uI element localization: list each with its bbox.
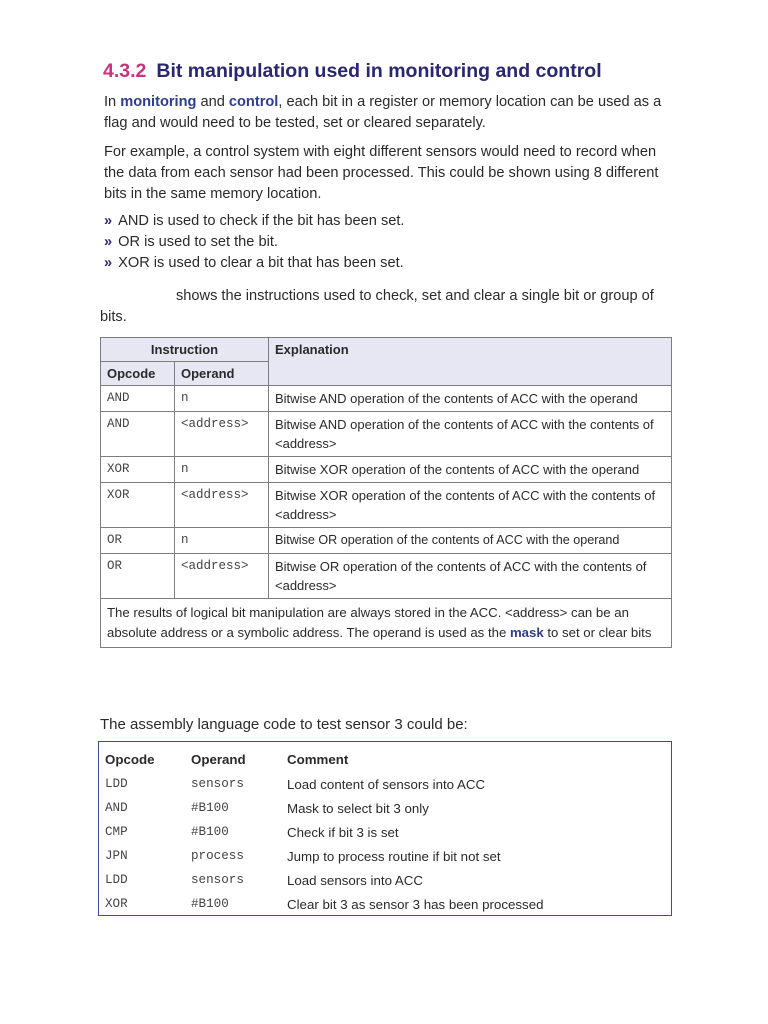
opcode-cell: XOR — [105, 897, 128, 911]
opcode-cell: JPN — [105, 849, 128, 863]
code-row — [105, 796, 544, 820]
comment-cell: Check if bit 3 is set — [287, 824, 399, 840]
comment-cell: Mask to select bit 3 only — [287, 800, 429, 816]
opcode-cell: OR — [101, 554, 175, 599]
instruction-table — [100, 337, 672, 648]
table-row — [101, 457, 672, 483]
operand-cell: n — [175, 386, 269, 412]
comment-cell: Clear bit 3 as sensor 3 has been processed — [287, 896, 544, 912]
opcode-cell: OR — [101, 528, 175, 554]
section-title: Bit manipulation used in monitoring and control — [156, 60, 602, 82]
code-intro: The assembly language code to test sensor 3 could be: — [100, 716, 468, 733]
operand-cell: n — [175, 457, 269, 483]
table-intro-paragraph: shows the instructions used to check, set and clear a single bit or group of bits. — [100, 288, 654, 325]
explanation-cell: Bitwise OR operation of the contents of ACC with the contents of <address> — [269, 554, 672, 599]
intro-text-2: and — [196, 94, 229, 110]
chevron-bullet-icon: » — [104, 234, 113, 250]
operand-cell: sensors — [191, 873, 244, 887]
operand-cell: #B100 — [191, 825, 229, 839]
opcode-cell: LDD — [105, 777, 128, 791]
section-number: 4.3.2 — [103, 60, 147, 82]
bullet-item — [104, 232, 404, 253]
keyword-control: control — [228, 94, 279, 110]
bullet-text: OR is used to set the bit. — [118, 234, 278, 250]
keyword-mask: mask — [509, 625, 544, 640]
operand-cell: #B100 — [191, 897, 229, 911]
table-footnote-row — [101, 599, 672, 648]
table-row — [101, 554, 672, 599]
table-footnote — [101, 599, 672, 648]
explanation-cell: Bitwise XOR operation of the contents of ACC with the operand — [269, 457, 672, 483]
comment-cell: Jump to process routine if bit not set — [287, 848, 501, 864]
bullet-text: AND is used to check if the bit has been set. — [118, 213, 405, 229]
header-instruction: Instruction — [101, 338, 269, 362]
comment-cell: Load sensors into ACC — [287, 872, 424, 888]
code-row — [105, 844, 544, 868]
header-operand: Operand — [175, 362, 269, 386]
code-row — [105, 868, 544, 892]
chevron-bullet-icon: » — [104, 255, 113, 271]
opcode-cell: XOR — [101, 457, 175, 483]
intro-text-3: , each bit in a register or memory location can be used as a flag and would need to be tested, set or cleared separately. — [104, 94, 662, 131]
section-heading — [103, 60, 602, 83]
assembly-code-table — [105, 746, 544, 916]
explanation-cell: Bitwise AND operation of the contents of ACC with the contents of <address> — [269, 412, 672, 457]
comment-cell: Load content of sensors into ACC — [287, 776, 486, 792]
bullet-list — [104, 211, 404, 274]
opcode-cell: AND — [101, 386, 175, 412]
footnote-text-1: The results of logical bit manipulation are always stored in the ACC. <address> can be an absolute address or a symbolic address. The operand is used as the — [107, 605, 629, 640]
code-row — [105, 820, 544, 844]
operand-cell: n — [175, 528, 269, 554]
header-operand: Operand — [191, 751, 246, 767]
code-row — [105, 892, 544, 916]
explanation-cell: Bitwise AND operation of the contents of ACC with the operand — [269, 386, 672, 412]
opcode-cell: AND — [105, 801, 128, 815]
example-paragraph: For example, a control system with eight different sensors would need to record when the data from each sensor had been processed. This could be shown using 8 different bits in the same memory location. — [104, 144, 659, 202]
code-box — [98, 741, 672, 916]
footnote-text-2: to set or clear bits — [543, 625, 652, 640]
operand-cell: #B100 — [191, 801, 229, 815]
keyword-monitoring: monitoring — [120, 94, 197, 110]
bullet-text: XOR is used to clear a bit that has been set. — [118, 255, 404, 271]
operand-cell: process — [191, 849, 244, 863]
table-row — [101, 386, 672, 412]
table-row — [101, 483, 672, 528]
header-opcode: Opcode — [105, 751, 155, 767]
operand-cell: <address> — [175, 412, 269, 457]
explanation-cell: Bitwise OR operation of the contents of ACC with the operand — [269, 528, 672, 554]
code-row — [105, 772, 544, 796]
table-header-row — [101, 338, 672, 362]
bullet-item — [104, 253, 404, 274]
table-row — [101, 528, 672, 554]
opcode-cell: XOR — [101, 483, 175, 528]
intro-paragraph — [104, 92, 664, 134]
header-explanation: Explanation — [269, 338, 672, 386]
table-row — [101, 412, 672, 457]
header-comment: Comment — [287, 751, 349, 767]
operand-cell: sensors — [191, 777, 244, 791]
bullet-item — [104, 211, 404, 232]
opcode-cell: CMP — [105, 825, 128, 839]
explanation-cell: Bitwise XOR operation of the contents of ACC with the contents of <address> — [269, 483, 672, 528]
opcode-cell: LDD — [105, 873, 128, 887]
header-opcode: Opcode — [101, 362, 175, 386]
opcode-cell: AND — [101, 412, 175, 457]
code-header-row — [105, 746, 544, 772]
operand-cell: <address> — [175, 483, 269, 528]
operand-cell: <address> — [175, 554, 269, 599]
intro-text-1: In — [104, 94, 121, 110]
chevron-bullet-icon: » — [104, 213, 113, 229]
